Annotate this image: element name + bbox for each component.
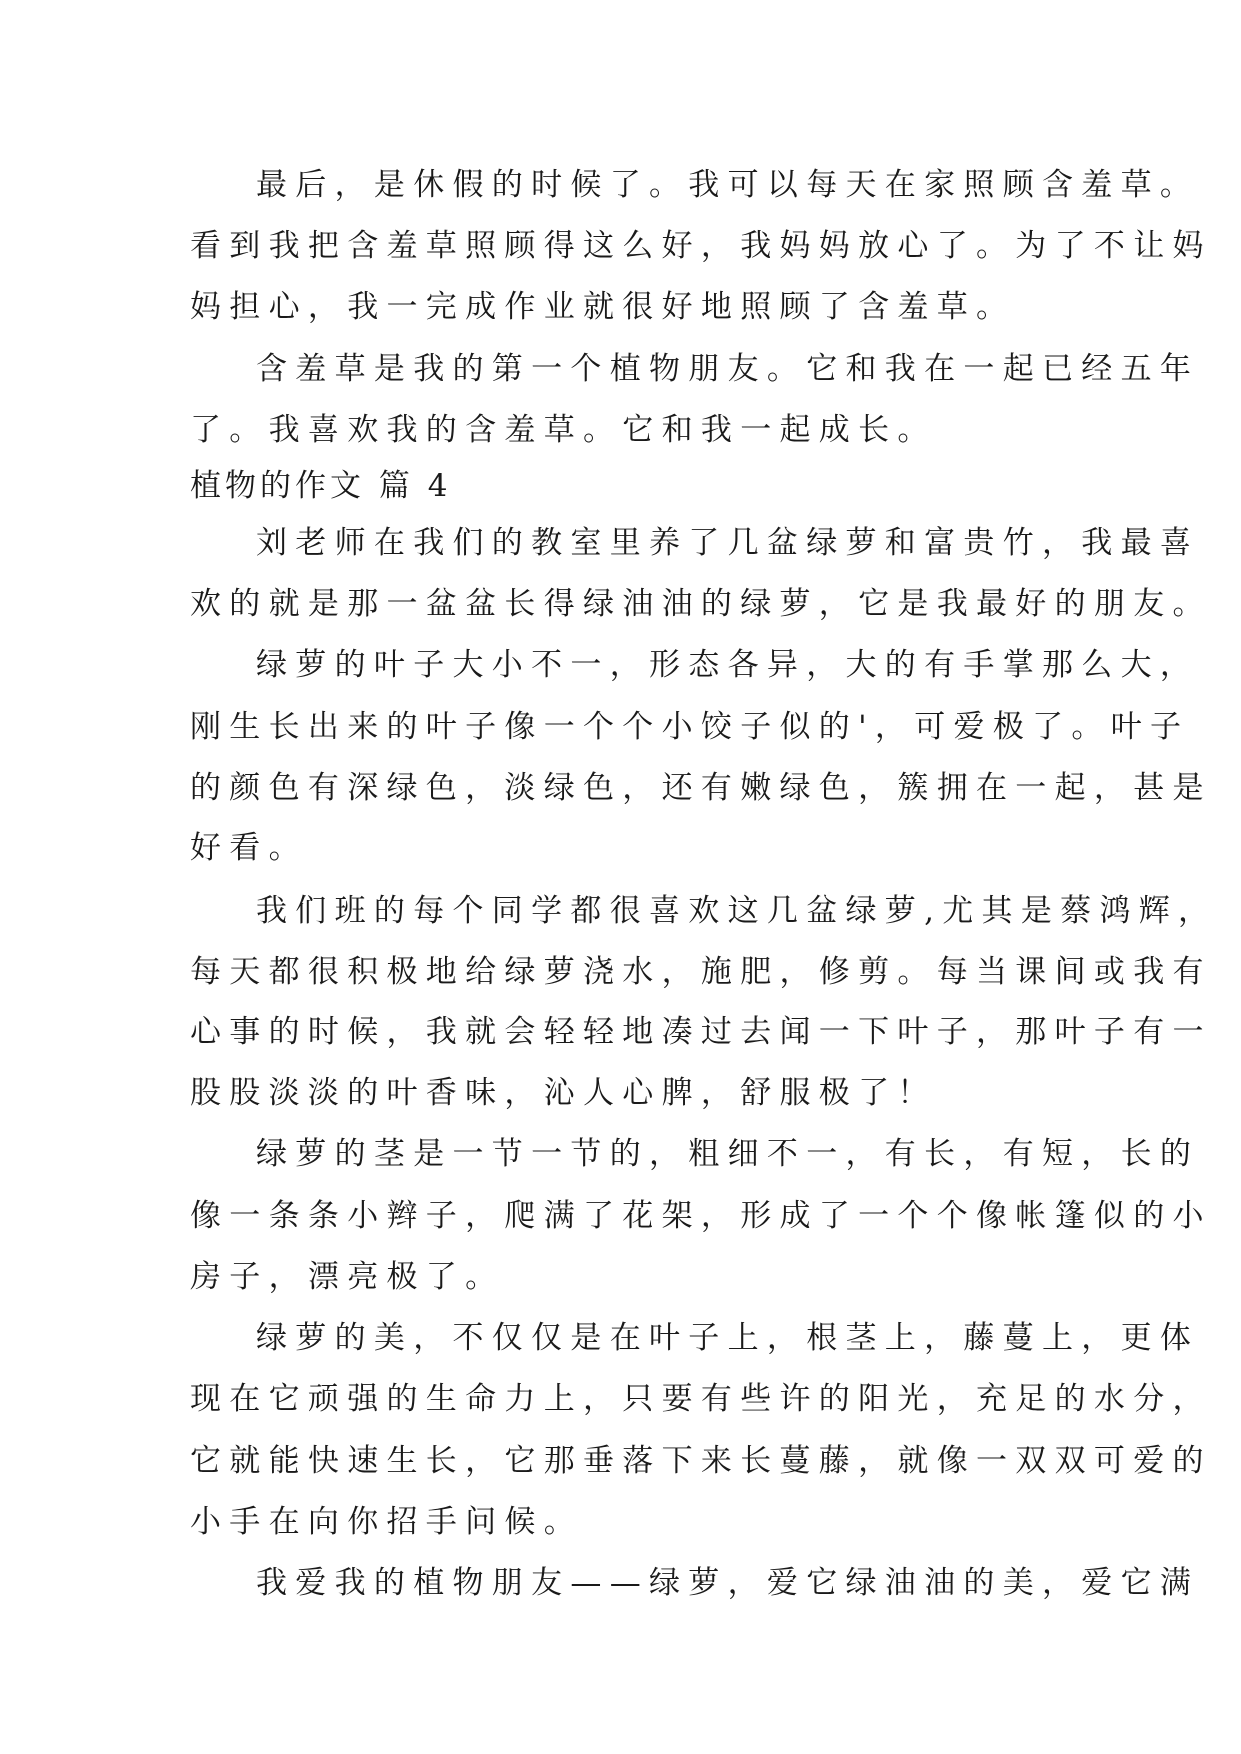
section-heading: 植物的作文 篇 4 [190, 468, 452, 504]
paragraph-line: 刚生长出来的叶子像一个个小饺子似的'，可爱极了。叶子 [190, 709, 1190, 745]
paragraph-line: 像一条条小辫子，爬满了花架，形成了一个个像帐篷似的小 [190, 1198, 1212, 1234]
paragraph-line: 妈担心，我一完成作业就很好地照顾了含羞草。 [190, 289, 1016, 325]
paragraph-line: 欢的就是那一盆盆长得绿油油的绿萝，它是我最好的朋友。 [190, 586, 1212, 622]
paragraph-line: 我们班的每个同学都很喜欢这几盆绿萝,尤其是蔡鸿辉， [256, 893, 1218, 929]
paragraph-line: 小手在向你招手问候。 [190, 1504, 583, 1540]
paragraph-line: 的颜色有深绿色，淡绿色，还有嫩绿色，簇拥在一起，甚是 [190, 770, 1212, 806]
paragraph-line: 刘老师在我们的教室里养了几盆绿萝和富贵竹，我最喜 [256, 525, 1200, 561]
paragraph-line: 绿萝的茎是一节一节的，粗细不一，有长，有短，长的 [256, 1136, 1200, 1172]
paragraph-line: 最后，是休假的时候了。我可以每天在家照顾含羞草。 [256, 167, 1200, 203]
paragraph-line: 股股淡淡的叶香味，沁人心脾，舒服极了！ [190, 1075, 937, 1111]
paragraph-line: 绿萝的叶子大小不一，形态各异，大的有手掌那么大， [256, 647, 1200, 683]
paragraph-line: 它就能快速生长，它那垂落下来长蔓藤，就像一双双可爱的 [190, 1443, 1212, 1479]
paragraph-line: 含羞草是我的第一个植物朋友。它和我在一起已经五年 [256, 351, 1200, 387]
paragraph-line: 房子，漂亮极了。 [190, 1259, 505, 1295]
paragraph-line: 了。我喜欢我的含羞草。它和我一起成长。 [190, 412, 937, 448]
paragraph-line: 看到我把含羞草照顾得这么好，我妈妈放心了。为了不让妈 [190, 228, 1212, 264]
paragraph-line: 我爱我的植物朋友——绿萝，爱它绿油油的美，爱它满 [256, 1565, 1200, 1601]
paragraph-line: 每天都很积极地给绿萝浇水，施肥，修剪。每当课间或我有 [190, 954, 1212, 990]
paragraph-line: 现在它顽强的生命力上，只要有些许的阳光，充足的水分， [190, 1381, 1212, 1417]
paragraph-line: 绿萝的美，不仅仅是在叶子上，根茎上，藤蔓上，更体 [256, 1320, 1200, 1356]
paragraph-line: 好看。 [190, 830, 308, 866]
paragraph-line: 心事的时候，我就会轻轻地凑过去闻一下叶子，那叶子有一 [190, 1014, 1212, 1050]
